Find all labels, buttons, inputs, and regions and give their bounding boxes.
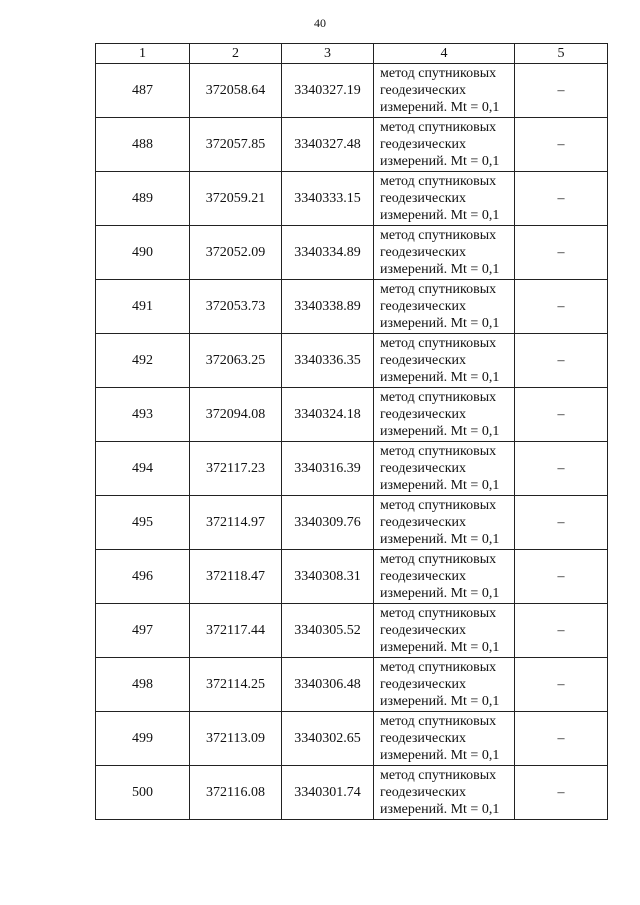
note-cell [515,766,608,820]
page-number: 40 [314,16,326,30]
table-row [96,226,608,280]
method-line: измерений. Mt = 0,1 [380,532,500,547]
note-dash: – [557,82,565,98]
y-coordinate-cell: 3340324.18 [282,388,374,442]
method-cell [374,712,515,766]
point-number-cell: 499 [96,712,190,766]
method-line: измерений. Mt = 0,1 [380,586,500,601]
point-number-cell: 500 [96,766,190,820]
method-line: метод спутниковых [380,660,497,675]
method-line: метод спутниковых [380,390,497,405]
method-cell [374,496,515,550]
method-line: измерений. Mt = 0,1 [380,748,500,763]
y-coordinate-cell: 3340334.89 [282,226,374,280]
x-coordinate-cell: 372118.47 [190,550,282,604]
point-number-cell: 492 [96,334,190,388]
method-line: метод спутниковых [380,228,497,243]
y-coordinate-cell: 3340301.74 [282,766,374,820]
note-cell [515,496,608,550]
method-line: измерений. Mt = 0,1 [380,424,500,439]
y-coordinate-cell: 3340306.48 [282,658,374,712]
x-coordinate-cell: 372063.25 [190,334,282,388]
point-number-cell: 494 [96,442,190,496]
method-line: геодезических [380,569,467,584]
method-cell [374,280,515,334]
note-dash: – [557,514,565,530]
method-cell [374,226,515,280]
point-number-cell: 491 [96,280,190,334]
y-coordinate-cell: 3340302.65 [282,712,374,766]
y-coordinate-cell: 3340308.31 [282,550,374,604]
table-body [96,64,608,820]
point-number-cell: 493 [96,388,190,442]
method-cell [374,442,515,496]
table-row [96,604,608,658]
method-line: измерений. Mt = 0,1 [380,262,500,277]
table-row [96,334,608,388]
point-number-cell: 488 [96,118,190,172]
table-row [96,550,608,604]
table-row [96,766,608,820]
method-cell [374,334,515,388]
method-line: метод спутниковых [380,174,497,189]
x-coordinate-cell: 372052.09 [190,226,282,280]
method-line: геодезических [380,191,467,206]
y-coordinate-cell: 3340327.19 [282,64,374,118]
method-line: измерений. Mt = 0,1 [380,100,500,115]
note-dash: – [557,622,565,638]
method-line: метод спутниковых [380,606,497,621]
y-coordinate-cell: 3340338.89 [282,280,374,334]
method-line: измерений. Mt = 0,1 [380,370,500,385]
point-number-cell: 490 [96,226,190,280]
x-coordinate-cell: 372117.23 [190,442,282,496]
note-dash: – [557,244,565,260]
point-number-cell: 489 [96,172,190,226]
point-number-cell: 497 [96,604,190,658]
method-cell [374,64,515,118]
method-line: геодезических [380,137,467,152]
method-cell [374,172,515,226]
table-row [96,280,608,334]
y-coordinate-cell: 3340333.15 [282,172,374,226]
note-cell [515,658,608,712]
note-dash: – [557,406,565,422]
x-coordinate-cell: 372094.08 [190,388,282,442]
method-line: метод спутниковых [380,66,497,81]
method-line: метод спутниковых [380,336,497,351]
method-cell [374,604,515,658]
note-cell [515,604,608,658]
header-cell-2: 2 [190,44,282,64]
method-line: геодезических [380,245,467,260]
method-line: метод спутниковых [380,768,497,783]
point-number-cell: 495 [96,496,190,550]
table-row [96,388,608,442]
method-line: геодезических [380,677,467,692]
method-line: измерений. Mt = 0,1 [380,478,500,493]
note-dash: – [557,730,565,746]
note-dash: – [557,460,565,476]
method-line: метод спутниковых [380,714,497,729]
note-dash: – [557,352,565,368]
method-line: геодезических [380,731,467,746]
x-coordinate-cell: 372053.73 [190,280,282,334]
note-cell [515,172,608,226]
note-cell [515,550,608,604]
note-dash: – [557,568,565,584]
method-line: метод спутниковых [380,120,497,135]
note-cell [515,334,608,388]
note-cell [515,388,608,442]
method-line: геодезических [380,461,467,476]
note-dash: – [557,136,565,152]
x-coordinate-cell: 372058.64 [190,64,282,118]
header-cell-1: 1 [96,44,190,64]
method-line: метод спутниковых [380,282,497,297]
table-row [96,658,608,712]
header-cell-3: 3 [282,44,374,64]
point-number-cell: 487 [96,64,190,118]
note-dash: – [557,784,565,800]
note-cell [515,118,608,172]
y-coordinate-cell: 3340316.39 [282,442,374,496]
note-dash: – [557,190,565,206]
note-dash: – [557,676,565,692]
method-line: измерений. Mt = 0,1 [380,640,500,655]
method-line: геодезических [380,785,467,800]
header-cell-4: 4 [374,44,515,64]
method-cell [374,550,515,604]
method-line: измерений. Mt = 0,1 [380,154,500,169]
method-line: геодезических [380,353,467,368]
method-line: метод спутниковых [380,552,497,567]
table-row [96,172,608,226]
note-cell [515,712,608,766]
method-line: измерений. Mt = 0,1 [380,802,500,817]
note-cell [515,64,608,118]
method-line: геодезических [380,407,467,422]
x-coordinate-cell: 372117.44 [190,604,282,658]
method-cell [374,766,515,820]
method-line: геодезических [380,515,467,530]
point-number-cell: 496 [96,550,190,604]
method-line: измерений. Mt = 0,1 [380,694,500,709]
y-coordinate-cell: 3340327.48 [282,118,374,172]
method-cell [374,118,515,172]
y-coordinate-cell: 3340305.52 [282,604,374,658]
x-coordinate-cell: 372116.08 [190,766,282,820]
note-cell [515,442,608,496]
header-row [96,44,608,64]
coordinates-table [95,43,608,820]
method-line: геодезических [380,83,467,98]
method-line: метод спутниковых [380,444,497,459]
x-coordinate-cell: 372114.97 [190,496,282,550]
y-coordinate-cell: 3340336.35 [282,334,374,388]
table-row [96,496,608,550]
x-coordinate-cell: 372114.25 [190,658,282,712]
method-line: измерений. Mt = 0,1 [380,316,500,331]
table-row [96,712,608,766]
x-coordinate-cell: 372059.21 [190,172,282,226]
method-cell [374,658,515,712]
table-row [96,64,608,118]
method-line: метод спутниковых [380,498,497,513]
note-cell [515,280,608,334]
note-cell [515,226,608,280]
table-row [96,442,608,496]
point-number-cell: 498 [96,658,190,712]
x-coordinate-cell: 372057.85 [190,118,282,172]
method-line: геодезических [380,299,467,314]
table-row [96,118,608,172]
note-dash: – [557,298,565,314]
method-line: измерений. Mt = 0,1 [380,208,500,223]
method-cell [374,388,515,442]
method-line: геодезических [380,623,467,638]
table-header [96,44,608,64]
y-coordinate-cell: 3340309.76 [282,496,374,550]
x-coordinate-cell: 372113.09 [190,712,282,766]
header-cell-5: 5 [515,44,608,64]
